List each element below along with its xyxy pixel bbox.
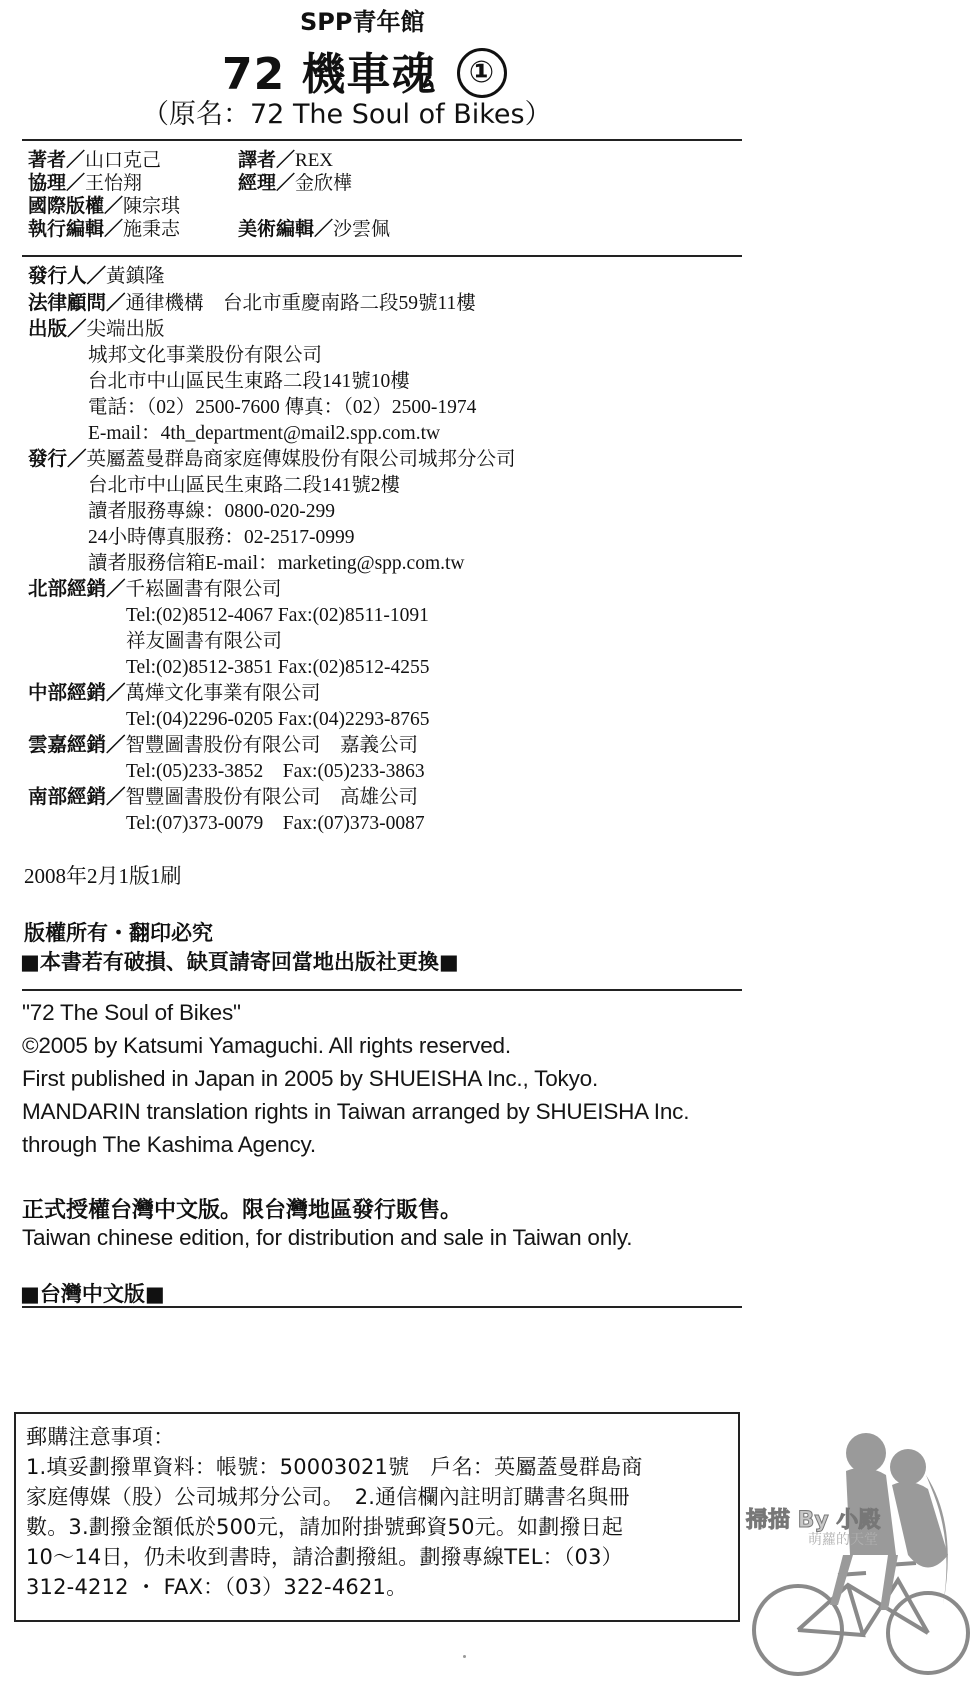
publishing-company-line: 城邦文化事業股份有限公司	[88, 345, 323, 366]
yunjia-distributor-contact: Tel:(05)233-3852 Fax:(05)233-3863	[126, 761, 425, 782]
central-distributor-line: 中部經銷／萬燁文化事業有限公司	[28, 681, 321, 704]
credit-art-editor: 美術編輯／沙雲佩	[238, 218, 391, 240]
fax-service-line: 24小時傳真服務：02-2517-0999	[88, 527, 355, 548]
credit-manager: 經理／金欣樺	[238, 172, 353, 194]
distributor-address-line: 台北市中山區民生東路二段141號2樓	[88, 475, 401, 496]
watermark-signature: 掃描 By 小殿	[746, 1508, 881, 1533]
edition-divider	[22, 1306, 742, 1308]
north-distributor-contact-1: Tel:(02)8512-4067 Fax:(02)8511-1091	[126, 605, 429, 626]
rights-notice: 版權所有・翻印必究	[24, 921, 213, 945]
legal-counsel-line: 法律顧問／通律機構 台北市重慶南路二段59號11樓	[28, 291, 476, 314]
translation-rights-line: MANDARIN translation rights in Taiwan arranged by SHUEISHA Inc.	[22, 1099, 690, 1124]
original-title: （原名：72 The Soul of Bikes）	[142, 99, 552, 130]
copyright-holder: ©2005 by Katsumi Yamaguchi. All rights reserved.	[22, 1033, 511, 1058]
publisher-line: 發行人／黃鎮隆	[28, 264, 165, 287]
mail-order-line: 家庭傳媒（股）公司城邦分公司。 2.通信欄內註明訂購書名與冊	[26, 1485, 630, 1509]
credit-translator: 譯者／REX	[238, 149, 334, 171]
edition-date: 2008年2月1版1刷	[24, 864, 182, 888]
publishing-phone-line: 電話：（02）2500-7600 傳真：（02）2500-1974	[88, 397, 477, 418]
book-title-text: 72 機車魂	[222, 49, 437, 100]
watermark-subtitle: 萌蘿的天堂	[808, 1532, 878, 1548]
header-divider	[22, 139, 742, 141]
scanner-watermark	[738, 1405, 978, 1680]
mail-order-line: 數。3.劃撥金額低於500元，請加附掛號郵資50元。如劃撥日起	[26, 1515, 624, 1539]
volume-number: ①	[457, 48, 507, 98]
copyright-title: "72 The Soul of Bikes"	[22, 1000, 241, 1025]
distributor-line: 發行／英屬蓋曼群島商家庭傳媒股份有限公司城邦分公司	[28, 447, 516, 470]
credit-vice-manager: 協理／王怡翔	[28, 172, 143, 194]
mail-order-line: 312-4212 ・ FAX：（03）322-4621。	[26, 1575, 408, 1599]
south-distributor-line: 南部經銷／智豐圖書股份有限公司 高雄公司	[28, 785, 419, 808]
agency-line: through The Kashima Agency.	[22, 1132, 316, 1157]
credits-block	[22, 148, 742, 240]
mail-order-line: 1.填妥劃撥單資料：帳號：50003021號 戶名：英屬蓋曼群島商	[26, 1455, 643, 1479]
first-published-line: First published in Japan in 2005 by SHUEISHA Inc., Tokyo.	[22, 1066, 598, 1091]
mail-order-heading: 郵購注意事項：	[26, 1425, 175, 1449]
authorized-edition-en: Taiwan chinese edition, for distribution and sale in Taiwan only.	[22, 1225, 633, 1250]
damaged-copy-notice: ■本書若有破損、缺頁請寄回當地出版社更換■	[20, 950, 459, 974]
publishing-email-line: E-mail：4th_department@mail2.spp.com.tw	[88, 423, 441, 444]
mail-order-line: 10～14日，仍未收到書時，請洽劃撥組。劃撥專線TEL：（03）	[26, 1545, 623, 1569]
rights-divider	[22, 989, 742, 991]
credit-author: 著者／山口克己	[28, 149, 162, 171]
north-distributor-contact-2: Tel:(02)8512-3851 Fax:(02)8512-4255	[126, 657, 430, 678]
credit-executive-editor: 執行編輯／施秉志	[28, 218, 181, 240]
edition-label: ■台灣中文版■	[20, 1282, 165, 1306]
imprint-name: SPP青年館	[300, 8, 425, 36]
reader-service-hotline: 讀者服務專線：0800-020-299	[88, 501, 335, 522]
south-distributor-contact: Tel:(07)373-0079 Fax:(07)373-0087	[126, 813, 425, 834]
north-distributor-2-line: 祥友圖書有限公司	[126, 631, 283, 652]
credits-divider	[22, 255, 742, 257]
authorized-edition-zh: 正式授權台灣中文版。限台灣地區發行販售。	[22, 1198, 463, 1223]
central-distributor-contact: Tel:(04)2296-0205 Fax:(04)2293-8765	[126, 709, 430, 730]
yunjia-distributor-line: 雲嘉經銷／智豐圖書股份有限公司 嘉義公司	[28, 733, 419, 756]
credit-international-rights: 國際版權／陳宗琪	[28, 195, 181, 217]
publishing-house-line: 出版／尖端出版	[28, 317, 165, 340]
mail-order-box	[14, 1412, 740, 1622]
publishing-address-line: 台北市中山區民生東路二段141號10樓	[88, 371, 410, 392]
reader-service-email-line: 讀者服務信箱E-mail：marketing@spp.com.tw	[88, 553, 465, 574]
scan-speck	[463, 1655, 466, 1658]
north-distributor-line: 北部經銷／千崧圖書有限公司	[28, 577, 282, 600]
